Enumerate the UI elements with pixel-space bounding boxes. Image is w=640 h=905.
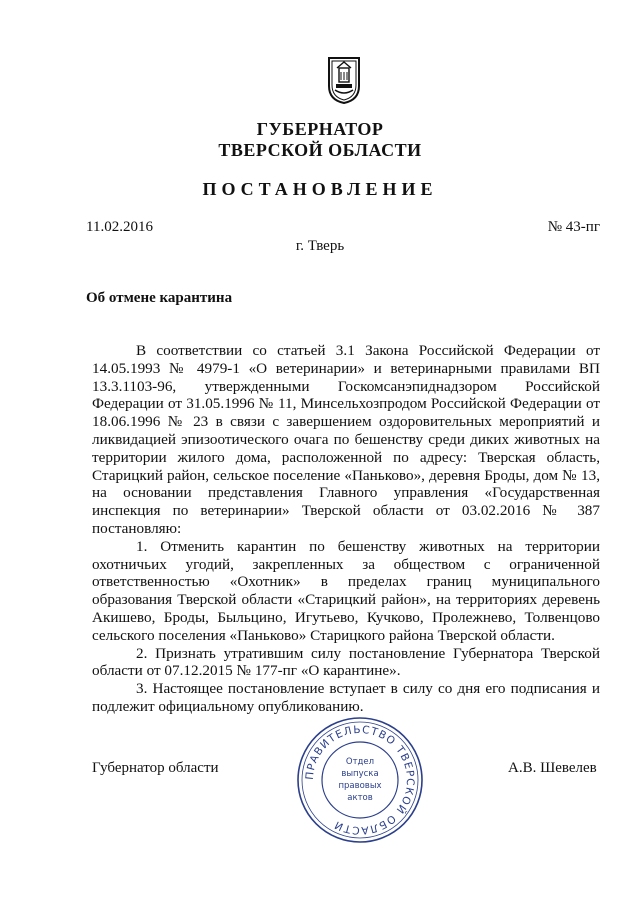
preamble-paragraph: В соответствии со статьей 3.1 Закона Российской Федерации от 14.05.1993 № 4979-1 «О ветеринарии» и ветеринарными правилами ВП 13.3.1103-96, утвержденными Госкомсанэпиднадзором Российской Федерации от 31.05.1996 № 11, Минсельхозпродом Российской Федерации от 18.06.1996 № 23 в связи с завершением оздоровительных мероприятий и ликвидацией эпизоотического очага по бешенству среди диких животных на территории жилого дома, расположенной по адресу: Тверская область, Старицкий район, сельское поселение «Паньково», деревня Броды, дом № 13, на основании представления Главного управления «Государственная инспекция по ветеринарии» Тверской области от 03.02.2016 № 387 постановляю:: [92, 342, 600, 537]
document-date: 11.02.2016: [86, 219, 153, 235]
signatory-role: Губернатор области: [92, 760, 219, 776]
document-type: ПОСТАНОВЛЕНИЕ: [202, 179, 438, 199]
clause-3-paragraph: 3. Настоящее постановление вступает в силу со дня его подписания и подлежит официальному опубликованию.: [92, 680, 600, 715]
stamp-center-line: выпуска: [341, 769, 379, 779]
signatory-name: А.В. Шевелев: [508, 760, 597, 776]
coat-of-arms-icon: [327, 56, 361, 104]
stamp-center-line: актов: [347, 793, 373, 803]
official-stamp: [295, 715, 425, 845]
document-body: [92, 342, 600, 716]
issuer-title-line2: ТВЕРСКОЙ ОБЛАСТИ: [218, 140, 422, 160]
stamp-center-line: правовых: [338, 781, 382, 791]
clause-1-paragraph: 1. Отменить карантин по бешенству животных на территории охотничьих угодий, закрепленных за обществом с ограниченной ответственностью «Охотник» в пределах границ муниципального образования Тверской области «Старицкий район», на территориях деревень Акишево, Броды, Быльцино, Игутьево, Кучково, Пролежнево, Толвенцово сельского поселения «Паньково» Старицкого района Тверской области.: [92, 537, 600, 644]
clause-2-paragraph: 2. Признать утратившим силу постановление Губернатора Тверской области от 07.12.2015 № 177-пг «О карантине».: [92, 644, 600, 680]
document-number: № 43-пг: [547, 219, 600, 235]
issuer-title-line1: ГУБЕРНАТОР: [256, 119, 384, 139]
svg-text:ПРАВИТЕЛЬСТВО ТВЕРСКОЙ ОБЛАСТИ: [304, 724, 416, 836]
document-subject: Об отмене карантина: [86, 290, 233, 306]
stamp-center-line: Отдел: [345, 757, 375, 767]
stamp-ring-text: ПРАВИТЕЛЬСТВО ТВЕРСКОЙ ОБЛАСТИ: [303, 723, 417, 837]
document-city: г. Тверь: [295, 238, 345, 254]
